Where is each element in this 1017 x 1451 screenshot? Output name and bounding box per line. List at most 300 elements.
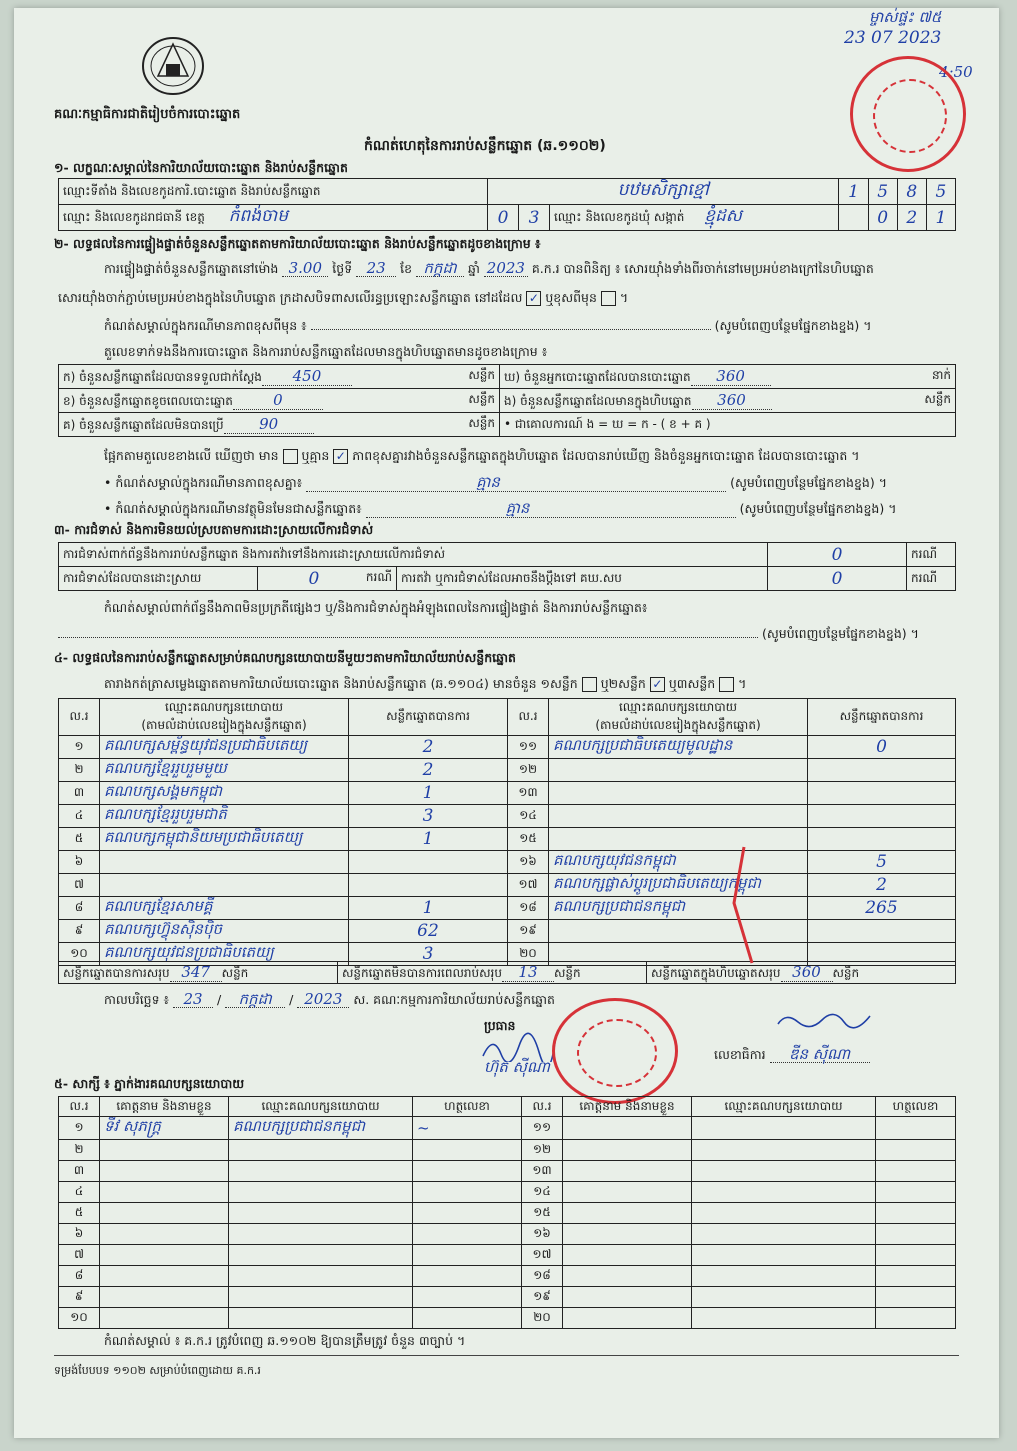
- col-party-sub: (តាមលំដាប់លេខរៀងក្នុងសន្លឹកឆ្នោត): [595, 718, 761, 732]
- col-votes: សន្លឹកឆ្នោតបានការ: [808, 699, 956, 736]
- changed-checkbox[interactable]: [601, 291, 616, 306]
- witness-signature: [413, 1287, 522, 1308]
- three-sheet-checkbox[interactable]: [719, 677, 734, 692]
- table-row: [59, 828, 956, 851]
- result-text-c: ភាពខុសគ្នារវាងចំនួនសន្លឹកឆ្នោតក្នុងហិបឆ្នោត ដែលបានរាប់ឃើញ និងចំនួនអ្នកបោះឆ្នោត ដែលបានបោះឆ្នោត ។: [352, 448, 860, 463]
- irregularity-note: កំណត់សម្គាល់ពាក់ព័ន្ធនឹងភាពមិនប្រក្រតីផ្សេងៗ ឬ/និងការជំទាស់ក្នុងអំឡុងពេលនៃការផ្ទៀងផ្ទាត់ និងការរាប់សន្លឹកឆ្នោត៖: [104, 600, 648, 615]
- party-votes: 0: [808, 736, 956, 759]
- verification-text-end: គ.ក.រ បានពិនិត្យ ៖ សោរយ៉ាំងទាំងពីរចាក់នៅមេប្រអប់ខាងក្រៅនៃហិបឆ្នោត: [531, 261, 874, 276]
- one-sheet-checkbox[interactable]: [582, 677, 597, 692]
- witness-name: [563, 1161, 692, 1182]
- party-name: គណបក្សប្រជាជនកម្ពុជា: [549, 897, 808, 920]
- col-party: [100, 699, 349, 736]
- row-no: ៧: [59, 1245, 100, 1266]
- form-title: កំណត់ហេតុនៃការរាប់សន្លឹកឆ្នោត (ឆ.១១០២): [364, 138, 606, 154]
- party-name: [100, 851, 349, 874]
- row-no: ១: [59, 1117, 100, 1140]
- date-label: កាលបរិច្ឆេទ ៖: [104, 992, 170, 1007]
- ko-value: 90: [224, 415, 314, 434]
- party-name: គណបក្សយុវជនប្រជាធិបតេយ្យ: [100, 943, 349, 966]
- row-no: ២០: [522, 1308, 563, 1329]
- section2-heading: ២- លទ្ធផលនៃការផ្ទៀងផ្ទាត់ចំនួនសន្លឹកឆ្នោតតាមការិយាល័យបោះឆ្នោត និងរាប់សន្លឹកឆ្នោតដូចខាងក្រោម ៖: [54, 236, 541, 251]
- figures-intro: តួលេខទាក់ទងនឹងការបោះឆ្នោត និងការរាប់សន្លឹកឆ្នោតដែលមានក្នុងហិបឆ្នោតមានដូចខាងក្រោម ៖: [104, 344, 548, 359]
- witness-party: [229, 1245, 413, 1266]
- row-no: ១៧: [508, 874, 549, 897]
- official-stamp-committee: [552, 998, 678, 1104]
- row-no: ១០: [59, 943, 100, 966]
- province-digit: 3: [519, 205, 550, 231]
- corner-extra: 4:50: [939, 63, 973, 81]
- col-no: ល.រ: [59, 1097, 100, 1117]
- party-votes: 3: [349, 943, 508, 966]
- table-row: [59, 1287, 956, 1308]
- form-note: ទម្រង់បែបបទ ១១០២ សម្រាប់បំពេញដោយ គ.ក.រ: [54, 1364, 261, 1377]
- province-label: ឈ្មោះ និងលេខកូដរាជធានី ខេត្ត: [63, 210, 205, 224]
- witness-party: [229, 1203, 413, 1224]
- witness-party: [229, 1161, 413, 1182]
- witness-signature: [876, 1182, 956, 1203]
- ngo-unit: សន្លឹក: [924, 391, 951, 406]
- witness-signature: [876, 1287, 956, 1308]
- witness-name: [563, 1182, 692, 1203]
- row-no: ១៦: [508, 851, 549, 874]
- kha-label: ខ) ចំនួនសន្លឹកឆ្នោតខូចពេលបោះឆ្នោត: [63, 393, 233, 408]
- row-no: ១៨: [508, 897, 549, 920]
- ka-value: 450: [262, 367, 352, 386]
- party-name: គណបក្សសង្គមកម្ពុជា: [100, 782, 349, 805]
- invalid-note-line: [104, 500, 896, 518]
- verification-year: 2023: [484, 260, 528, 277]
- row-no: ១៤: [508, 805, 549, 828]
- witness-signature: [413, 1224, 522, 1245]
- total-valid-label: សន្លឹកឆ្នោតបានការសរុប: [63, 965, 170, 980]
- ko-unit: សន្លឹក: [468, 415, 495, 430]
- row-no: ២០: [508, 943, 549, 966]
- col-no: ល.រ: [59, 699, 100, 736]
- party-name: គណបក្សកម្ពុជានិយមប្រជាធិបតេយ្យ: [100, 828, 349, 851]
- commune-digit: 0: [868, 205, 897, 231]
- president-name: ហ៊ុត ស៊ីណា: [484, 1058, 550, 1076]
- kha-unit: សន្លឹក: [468, 391, 495, 406]
- witness-name: [100, 1161, 229, 1182]
- resolved-label: ការជំទាស់ដែលបានដោះស្រាយ: [59, 567, 258, 591]
- diff-note-value: គ្មាន: [476, 473, 500, 491]
- witness-party: [692, 1266, 876, 1287]
- witness-signature: [413, 1182, 522, 1203]
- objection-label: ការជំទាស់ពាក់ព័ន្ធនឹងការរាប់សន្លឹកឆ្នោត និងការតវ៉ាទៅនឹងការដោះស្រាយលើការជំទាស់: [59, 543, 768, 567]
- row-no: ១៧: [522, 1245, 563, 1266]
- witness-name: [563, 1287, 692, 1308]
- ballot-figures-table: [58, 364, 956, 437]
- row-no: ៦: [59, 1224, 100, 1245]
- col-no: ល.រ: [522, 1097, 563, 1117]
- unchanged-checkbox[interactable]: ✓: [526, 291, 541, 306]
- corner-date: 23 07 2023: [844, 28, 942, 48]
- row-no: ១៨: [522, 1266, 563, 1287]
- col-no: ល.រ: [508, 699, 549, 736]
- kho-label: ឃ) ចំនួនអ្នកបោះឆ្នោតដែលបានបោះឆ្នោត: [504, 369, 691, 384]
- witness-party: [229, 1140, 413, 1161]
- row-no: ១២: [522, 1140, 563, 1161]
- witness-signature: [876, 1203, 956, 1224]
- witness-name: [100, 1224, 229, 1245]
- col-votes: សន្លឹកឆ្នោតបានការ: [349, 699, 508, 736]
- witness-name: ទីវ សុភក្ត្រ: [100, 1117, 229, 1140]
- verification-line: [104, 260, 874, 277]
- form-page: [14, 8, 999, 1438]
- witness-signature: ~: [413, 1117, 522, 1140]
- table-row: [59, 1161, 956, 1182]
- row-no: ៩: [59, 1287, 100, 1308]
- year-label: ឆ្នាំ: [467, 261, 480, 276]
- party-votes: [349, 851, 508, 874]
- witness-party: [692, 1287, 876, 1308]
- location-digit: 8: [897, 179, 926, 205]
- row-no: ៤: [59, 805, 100, 828]
- col-party-sub: (តាមលំដាប់លេខរៀងក្នុងសន្លឹកឆ្នោត): [141, 718, 307, 732]
- row-no: ១២: [508, 759, 549, 782]
- row-no: ៣: [59, 782, 100, 805]
- section1-heading: ១- លក្ខណៈសម្គាល់នៃការិយាល័យបោះឆ្នោត និងរាប់សន្លឹកឆ្នោត: [54, 160, 348, 175]
- table-row: [59, 1308, 956, 1329]
- resolved-unit: ករណី: [365, 569, 392, 584]
- party-votes: [808, 828, 956, 851]
- table-row: [59, 1245, 956, 1266]
- row-no: ៥: [59, 828, 100, 851]
- witness-signature: [413, 1245, 522, 1266]
- witness-name: [100, 1287, 229, 1308]
- col-party-title: ឈ្មោះគណបក្សនយោបាយ: [618, 700, 738, 714]
- seal-line: សោរយ៉ាំងចាក់ភ្ជាប់មេប្រអប់ខាងក្នុងនៃហិបឆ្នោត ក្រដាសបិទពាសលើរន្ធប្រឡោះសន្លឹកឆ្នោត នៅដដែល ✓ ឬខុសពីមុន ។: [58, 290, 629, 305]
- objection-value: 0: [768, 543, 907, 567]
- changed-text: ឬខុសពីមុន: [545, 290, 597, 305]
- section3-heading: ៣- ការជំទាស់ និងការមិនយល់ស្របតាមការដោះស្រាយលើការជំទាស់: [54, 522, 374, 537]
- row-no: ១៣: [508, 782, 549, 805]
- party-results-table: [58, 698, 956, 966]
- total-box-label: សន្លឹកឆ្នោតក្នុងហិបឆ្នោតសរុប: [651, 965, 781, 980]
- result-text-a: ផ្អែកតាមតួលេខខាងលើ ឃើញថា មាន: [104, 448, 279, 463]
- witness-party: [692, 1245, 876, 1266]
- total-valid-unit: សន្លឹក: [221, 965, 249, 980]
- location-digit: 1: [839, 179, 868, 205]
- witness-signature: [876, 1117, 956, 1140]
- party-votes: [808, 782, 956, 805]
- witness-name: [563, 1308, 692, 1329]
- total-box-value: 360: [781, 963, 833, 982]
- witness-signature: [876, 1308, 956, 1329]
- date-year: 2023: [297, 991, 349, 1008]
- change-note-hint: (សូមបំពេញបន្ថែមផ្នែកខាងខ្នង) ។: [714, 318, 872, 333]
- org-name: គណៈកម្មាធិការជាតិរៀបចំការបោះឆ្នោត: [54, 107, 241, 122]
- table-row: [59, 1182, 956, 1203]
- official-stamp-top: [850, 56, 966, 172]
- party-name: គណបក្សផ្លាស់ប្តូរប្រជាធិបតេយ្យកម្ពុជា: [549, 874, 808, 897]
- table-row: [59, 759, 956, 782]
- table-row: [59, 920, 956, 943]
- row-no: ១៩: [508, 920, 549, 943]
- invalid-note-hint: (សូមបំពេញបន្ថែមផ្នែកខាងខ្នង) ។: [739, 501, 897, 516]
- appeal-unit: ករណី: [907, 567, 956, 591]
- result-text-b: ឬគ្មាន: [301, 448, 330, 463]
- commune-digit: 2: [897, 205, 926, 231]
- party-votes: 2: [349, 759, 508, 782]
- location-label: ឈ្មោះទីតាំង និងលេខកូដការិ.បោះឆ្នោត និងរាប់សន្លឹកឆ្នោត: [59, 179, 488, 205]
- witness-party: [229, 1287, 413, 1308]
- witness-signature: [876, 1224, 956, 1245]
- table-row: [59, 897, 956, 920]
- commune-value: ខ្មុំដស: [704, 206, 742, 226]
- ka-unit: សន្លឹក: [468, 367, 495, 382]
- seal-text: សោរយ៉ាំងចាក់ភ្ជាប់មេប្រអប់ខាងក្នុងនៃហិបឆ្នោត ក្រដាសបិទពាសលើរន្ធប្រឡោះសន្លឹកឆ្នោត នៅដដែល: [58, 290, 523, 305]
- total-invalid-label: សន្លឹកឆ្នោតមិនបានការពេលរាប់សរុប: [342, 965, 502, 980]
- change-note-label: កំណត់សម្គាល់ក្នុងករណីមានភាពខុសពីមុន ៖: [104, 318, 307, 333]
- table-row: [59, 1117, 956, 1140]
- party-name: គណបក្សខ្មែរសាមគ្គី: [100, 897, 349, 920]
- tally-text-c: ឬ៣សន្លឹក: [668, 676, 716, 691]
- party-name: គណបក្សខ្មែររួបរួមជាតិ: [100, 805, 349, 828]
- row-no: ១៩: [522, 1287, 563, 1308]
- kho-unit: នាក់: [931, 367, 951, 382]
- witness-name: [100, 1182, 229, 1203]
- col-party: ឈ្មោះគណបក្សនយោបាយ: [692, 1097, 876, 1117]
- commune-label: ឈ្មោះ និងលេខកូដឃុំ សង្កាត់: [554, 210, 685, 224]
- witness-party: [692, 1224, 876, 1245]
- verification-day: 23: [356, 260, 396, 277]
- invalid-note-label: • កំណត់សម្គាល់ក្នុងករណីមានវត្ថុមិនមែនជាសន្លឹកឆ្នោត៖: [104, 501, 362, 516]
- objection-unit: ករណី: [907, 543, 956, 567]
- witness-name: [563, 1266, 692, 1287]
- witness-party: [692, 1203, 876, 1224]
- party-votes: 5: [808, 851, 956, 874]
- secretary-line: [714, 1046, 870, 1063]
- row-no: ១១: [522, 1117, 563, 1140]
- witness-party: [692, 1161, 876, 1182]
- witness-signature: [413, 1203, 522, 1224]
- tally-text-b: ឬ២សន្លឹក: [600, 676, 646, 691]
- witness-name: [563, 1203, 692, 1224]
- row-no: ៣: [59, 1161, 100, 1182]
- party-votes: 1: [349, 828, 508, 851]
- date-month: កក្កដា: [225, 991, 285, 1008]
- table-row: [59, 1140, 956, 1161]
- row-no: ១១: [508, 736, 549, 759]
- has-difference-checkbox[interactable]: [283, 449, 298, 464]
- party-name: [549, 782, 808, 805]
- province-digit: 0: [488, 205, 519, 231]
- witness-party: [229, 1266, 413, 1287]
- party-votes: 2: [349, 736, 508, 759]
- witness-signature: [413, 1266, 522, 1287]
- verification-text: ការផ្ទៀងផ្ទាត់ចំនួនសន្លឹកឆ្នោតនៅម៉ោង: [104, 261, 279, 276]
- appeal-value: 0: [768, 567, 907, 591]
- witness-name: [100, 1203, 229, 1224]
- row-no: ៥: [59, 1203, 100, 1224]
- location-digit: 5: [868, 179, 897, 205]
- witness-signature: [876, 1161, 956, 1182]
- irregularity-line: [58, 626, 919, 642]
- col-party: ឈ្មោះគណបក្សនយោបាយ: [229, 1097, 413, 1117]
- diff-note-hint: (សូមបំពេញបន្ថែមផ្នែកខាងខ្នង) ។: [730, 475, 887, 490]
- col-name: គោត្តនាម និងនាមខ្លួន: [100, 1097, 229, 1117]
- total-invalid-unit: សន្លឹក: [553, 965, 581, 980]
- witness-party: [229, 1308, 413, 1329]
- party-name: [549, 828, 808, 851]
- row-no: ១៣: [522, 1161, 563, 1182]
- diff-note-line: [104, 474, 887, 492]
- section5-heading: ៥- សាក្សី ៖ ភ្នាក់ងារគណបក្សនយោបាយ: [54, 1076, 245, 1091]
- witness-name: [563, 1117, 692, 1140]
- witness-signature: [876, 1245, 956, 1266]
- table-row: [59, 851, 956, 874]
- day-label: ថ្ងៃទី: [332, 261, 353, 276]
- tally-text-a: តារាងកត់ត្រាសម្លេងឆ្នោតតាមការិយាល័យបោះឆ្នោត និងរាប់សន្លឹកឆ្នោត (ឆ.១១០៤) មានចំនួន ១សន្លឹក: [104, 676, 578, 691]
- row-no: ២: [59, 1140, 100, 1161]
- resolved-value: 0: [308, 568, 320, 589]
- no-difference-checkbox[interactable]: ✓: [333, 449, 348, 464]
- appeal-label: ការតវ៉ា ឬការជំទាស់ដែលអាចនឹងប្តឹងទៅ គឃ.សប: [397, 567, 768, 591]
- ka-label: ក) ចំនួនសន្លឹកឆ្នោតដែលបានទទួលជាក់ស្តែង: [63, 369, 262, 384]
- witness-table: [58, 1096, 956, 1329]
- president-signature: [479, 1032, 559, 1066]
- objection-table: [58, 542, 956, 591]
- party-name: គណបក្សយុវជនកម្ពុជា: [549, 851, 808, 874]
- secretary-label: លេខាធិការ: [714, 1047, 766, 1062]
- party-name: គណបក្សសម្ព័ន្ធយុវជនប្រជាធិបតេយ្យ: [100, 736, 349, 759]
- committee-label: ស. គណៈកម្មការការិយាល័យរាប់សន្លឹកឆ្នោត: [353, 992, 555, 1007]
- witness-name: [563, 1140, 692, 1161]
- footer-divider: [54, 1355, 959, 1356]
- row-no: ១៦: [522, 1224, 563, 1245]
- corner-note: ម្ចាស់ផ្ទះ ៧៥: [869, 8, 942, 26]
- section4-heading: ៤- លទ្ធផលនៃការរាប់សន្លឹកឆ្នោតសម្រាប់គណបក្សនយោបាយនីមួយៗតាមការិយាល័យរាប់សន្លឹកឆ្នោត: [54, 650, 516, 665]
- verification-month: កក្កដា: [416, 260, 464, 277]
- party-votes: [808, 759, 956, 782]
- total-valid-value: 347: [170, 963, 222, 982]
- totals-table: [58, 961, 956, 984]
- secretary-signature: [774, 1008, 874, 1038]
- row-no: ១០: [59, 1308, 100, 1329]
- irregularity-hint: (សូមបំពេញបន្ថែមផ្នែកខាងខ្នង) ។: [761, 626, 919, 641]
- president-label: ប្រធាន: [484, 1018, 516, 1033]
- row-no: ១៤: [522, 1182, 563, 1203]
- date-day: 23: [173, 991, 213, 1008]
- witness-name: [563, 1224, 692, 1245]
- two-sheet-checkbox[interactable]: ✓: [650, 677, 665, 692]
- party-votes: 1: [349, 897, 508, 920]
- province-value: កំពង់ចាម: [228, 206, 288, 226]
- witness-party: [229, 1224, 413, 1245]
- formula: • ជាគោលការណ៍ ង = ឃ = ក - ( ខ + គ ): [500, 413, 956, 437]
- total-invalid-value: 13: [502, 963, 554, 982]
- witness-signature: [876, 1140, 956, 1161]
- table-row: [59, 782, 956, 805]
- location-value: បឋមសិក្សាខ្មៅ: [488, 179, 839, 205]
- party-name: គណបក្សប្រជាធិបតេយ្យមូលដ្ឋាន: [549, 736, 808, 759]
- difference-line: [104, 448, 860, 464]
- row-no: ២: [59, 759, 100, 782]
- month-label: ខែ: [400, 261, 413, 276]
- witness-signature: [413, 1161, 522, 1182]
- witness-signature: [876, 1266, 956, 1287]
- party-votes: 62: [349, 920, 508, 943]
- total-box-unit: សន្លឹក: [832, 965, 860, 980]
- row-no: ១: [59, 736, 100, 759]
- row-no: ៨: [59, 1266, 100, 1287]
- row-no: ៧: [59, 874, 100, 897]
- table-row: [59, 736, 956, 759]
- date-line: កាលបរិច្ឆេទ ៖ 23 / កក្កដា / 2023 ស. គណៈកម្មការការិយាល័យរាប់សន្លឹកឆ្នោត: [104, 990, 555, 1008]
- witness-party: [692, 1117, 876, 1140]
- party-name: គណបក្សខ្មែររួបរួមមួយ: [100, 759, 349, 782]
- kho-value: 360: [691, 367, 771, 386]
- commune-digit: 1: [926, 205, 955, 231]
- witness-name: [100, 1245, 229, 1266]
- row-no: ១៥: [508, 828, 549, 851]
- verification-time: 3.00: [282, 260, 328, 277]
- table-row: [59, 874, 956, 897]
- col-party-title: ឈ្មោះគណបក្សនយោបាយ: [164, 700, 284, 714]
- change-note-line: [104, 318, 871, 334]
- col-party: [549, 699, 808, 736]
- col-name: គោត្តនាម និងនាមខ្លួន: [563, 1097, 692, 1117]
- table-row: [59, 1203, 956, 1224]
- diff-note-label: • កំណត់សម្គាល់ក្នុងករណីមានភាពខុសគ្នា៖: [104, 475, 303, 490]
- location-table: [58, 178, 956, 231]
- row-no: ៨: [59, 897, 100, 920]
- party-votes: [349, 874, 508, 897]
- row-no: ៩: [59, 920, 100, 943]
- invalid-note-value: គ្មាន: [505, 499, 530, 517]
- party-name: គណបក្សហ៊្វុនស៊ិនប៉ិច: [100, 920, 349, 943]
- witness-name: [100, 1308, 229, 1329]
- col-sign: ហត្ថលេខា: [413, 1097, 522, 1117]
- witness-party: គណបក្សប្រជាជនកម្ពុជា: [229, 1117, 413, 1140]
- party-name: [549, 759, 808, 782]
- witness-name: [563, 1245, 692, 1266]
- witness-signature: [413, 1308, 522, 1329]
- table-row: [59, 1266, 956, 1287]
- row-no: ៦: [59, 851, 100, 874]
- party-votes: [808, 805, 956, 828]
- party-votes: 1: [349, 782, 508, 805]
- party-votes: 265: [808, 897, 956, 920]
- witness-signature: [413, 1140, 522, 1161]
- party-votes: 2: [808, 874, 956, 897]
- ngo-label: ង) ចំនួនសន្លឹកឆ្នោតដែលមានក្នុងហិបឆ្នោត: [504, 393, 692, 408]
- table-row: [59, 805, 956, 828]
- ko-label: គ) ចំនួនសន្លឹកឆ្នោតដែលមិនបានប្រើ: [63, 417, 224, 432]
- row-no: ១៥: [522, 1203, 563, 1224]
- location-digit: 5: [926, 179, 955, 205]
- party-name: [549, 805, 808, 828]
- party-votes: 3: [349, 805, 508, 828]
- secretary-name: ឌីន ស៊ីណា: [770, 1046, 870, 1063]
- witness-party: [692, 1140, 876, 1161]
- ngo-value: 360: [692, 391, 772, 410]
- red-strike-mark: [704, 843, 764, 977]
- witness-party: [229, 1182, 413, 1203]
- party-name: [549, 920, 808, 943]
- table-row: [59, 1224, 956, 1245]
- kha-value: 0: [233, 391, 323, 410]
- row-no: ៤: [59, 1182, 100, 1203]
- footnote: កំណត់សម្គាល់ ៖ គ.ក.រ ត្រូវបំពេញ ឆ.១១០២ ឱ្យបានត្រឹមត្រូវ ចំនួន ៣ច្បាប់ ។: [104, 1333, 466, 1348]
- witness-party: [692, 1182, 876, 1203]
- witness-name: [100, 1140, 229, 1161]
- tally-sheet-line: តារាងកត់ត្រាសម្លេងឆ្នោតតាមការិយាល័យបោះឆ្នោត និងរាប់សន្លឹកឆ្នោត (ឆ.១១០៤) មានចំនួន ១សន្លឹក ឬ២សន្លឹក ✓ ឬ៣សន្លឹក ។: [104, 676, 747, 691]
- nec-emblem-icon: [136, 30, 210, 102]
- party-votes: [808, 920, 956, 943]
